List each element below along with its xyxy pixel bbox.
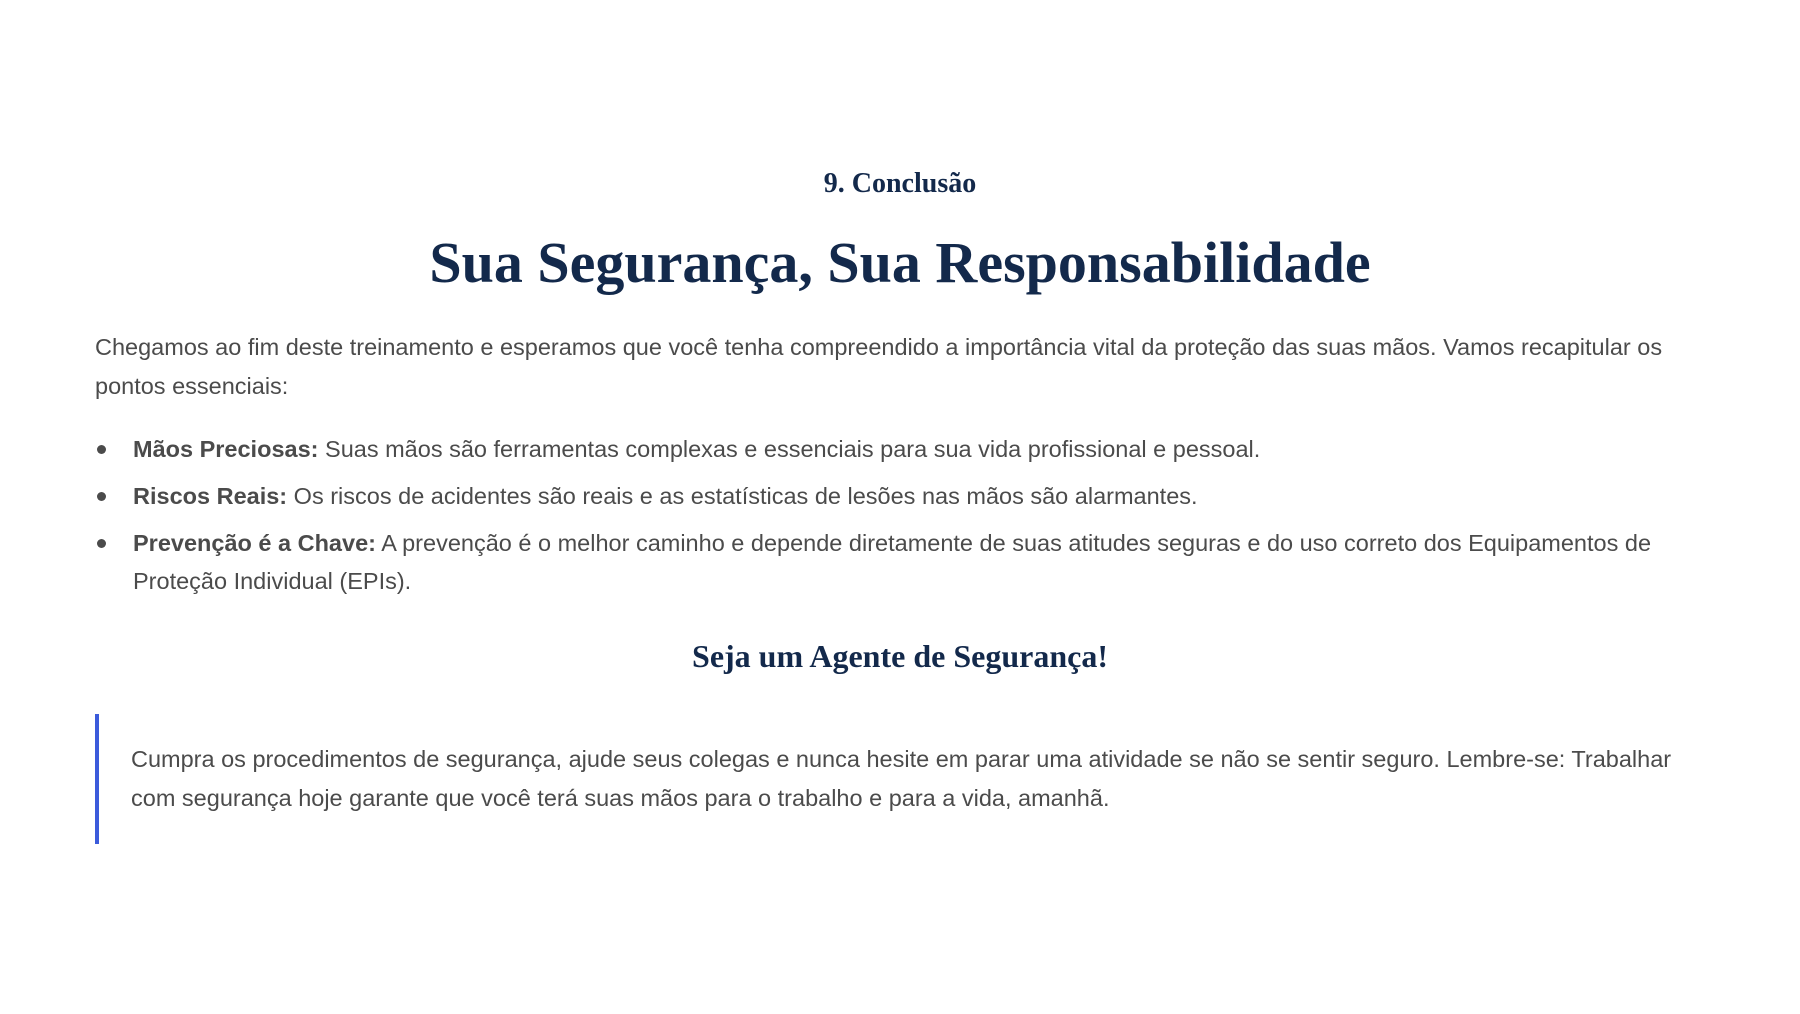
list-item [95,477,1705,515]
key-points-list [95,430,1705,600]
section-label: 9. Conclusão [823,168,977,199]
intro-paragraph: Chegamos ao fim deste treinamento e esperamos que você tenha compreendido a importância vital da proteção das suas mãos. Vamos recapitular os pontos essenciais: [95,334,1663,399]
bullet-icon [97,445,106,454]
bullet-term: Riscos Reais: [133,483,288,509]
bullet-icon [97,539,106,548]
subheading: Seja um Agente de Segurança! [692,638,1108,674]
callout-quote [95,714,1705,844]
list-item [95,524,1705,600]
bullet-text: A prevenção é o melhor caminho e depende diretamente de suas atitudes seguras e do uso correto dos Equipamentos de Proteção Individual (EPIs). [133,530,1652,594]
list-item [95,430,1705,468]
bullet-term: Mãos Preciosas: [133,436,319,462]
page-title: Sua Segurança, Sua Responsabilidade [429,230,1371,295]
slide-content [95,166,1705,868]
bullet-term: Prevenção é a Chave: [133,530,376,556]
callout-text: Cumpra os procedimentos de segurança, ajude seus colegas e nunca hesite em parar uma atividade se não se sentir seguro. Lembre-se: Trabalhar com segurança hoje garante que você terá suas mãos para o trabalho e para a vida, amanhã. [131,746,1672,811]
bullet-icon [97,492,106,501]
bullet-text: Os riscos de acidentes são reais e as estatísticas de lesões nas mãos são alarmantes. [287,483,1198,509]
bullet-text: Suas mãos são ferramentas complexas e essenciais para sua vida profissional e pessoal. [318,436,1261,462]
